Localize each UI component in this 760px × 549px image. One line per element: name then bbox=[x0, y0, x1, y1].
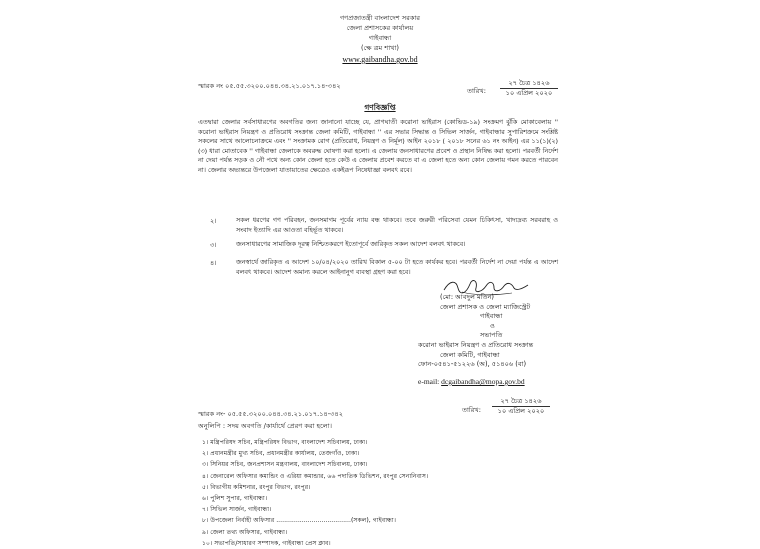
item-4-number: ৪। bbox=[210, 259, 217, 267]
signatory-name: (মো: আবদুল মতিন) bbox=[440, 293, 494, 301]
notice-title: গণবিজ্ঞপ্তি bbox=[364, 103, 396, 112]
committee-name: করোনা ভাইরাস নিয়ন্ত্রণ ও প্রতিরোধ সংক্রান্ত bbox=[418, 341, 534, 349]
distribution-item: ১। মন্ত্রিপরিষদ সচিব, মন্ত্রিপরিষদ বিভাগ, বাংলাদেশ সচিবালয়, ঢাকা। bbox=[202, 439, 368, 446]
memo-date bbox=[498, 79, 560, 98]
item-2-text: সকল ধরণের গণ পরিবহন, জনসমাগম পূর্বের ন্যায় বন্ধ থাকবে। তবে জরুরী পরিসেবা যেমন চিকিৎসা, খাদ্যদ্রব্য সরবরাহ ও সংবাদ ইত্যাদি এর আওতা বহির্ভূত থাকবে। bbox=[236, 216, 558, 234]
conjunction-and: ও bbox=[490, 321, 495, 330]
memo2-date-label: তারিখ: bbox=[462, 406, 481, 414]
date-divider bbox=[500, 88, 558, 89]
memo2-date-bangla: ২৭ চৈত্র ১৪২৬ bbox=[500, 397, 542, 405]
memo-date-label: তারিখ: bbox=[467, 87, 486, 95]
header-website-link[interactable]: www.gaibandha.gov.bd bbox=[342, 55, 418, 64]
distribution-item: ১০। সভাপতি/সাধারণ সম্পাদক, গাইবান্ধা প্রেস ক্লাব। bbox=[202, 539, 331, 547]
signatory-role: সভাপতি bbox=[480, 331, 503, 340]
signatory-place: গাইবান্ধা bbox=[480, 312, 503, 321]
header-office: জেলা প্রশাসকের কার্যালয় bbox=[346, 24, 414, 32]
item-4-text: জনস্বার্থে জারিকৃত এ আদেশ ১০/০৪/২০২০ তারিখ বিকাল ৫-০০ টা হতে কার্যকর হবে। পরবর্তী নির্দেশ না দেয়া পর্যন্ত এ আদেশ বলবৎ থাকবে। আদেশ অমান্য করলে আইনানুগ ব্যবস্থা গ্রহণ করা হবে। bbox=[236, 258, 558, 276]
distribution-item: ৭। সিভিল সার্জন, গাইবান্ধা। bbox=[202, 506, 272, 514]
memo-date-english: ১০ এপ্রিল ২০২০ bbox=[505, 89, 553, 97]
distribution-item: ৫। বিভাগীয় কমিশনার, রংপুর বিভাগ, রংপুর। bbox=[202, 483, 311, 491]
memo-date-bangla: ২৭ চৈত্র ১৪২৬ bbox=[508, 79, 550, 87]
distribution-item: ২। প্রধানমন্ত্রীর মুখ্য সচিব, প্রধানমন্ত্রীর কার্যালয়, তেজগাঁও, ঢাকা। bbox=[202, 450, 360, 458]
signature-block bbox=[440, 293, 590, 341]
distribution-item: ৪। জেনারেল অফিসার কমান্ডিং ও এরিয়া কমান্ডার, ৬৬ পদাতিক ডিভিশন, রংপুর সেনানিবাস। bbox=[202, 472, 429, 480]
office-phone: ফোন-০৫৪১-৫১২২৬ (অ), ৫১৪০৬ (বা) bbox=[418, 360, 527, 369]
item-2-number: ২। bbox=[210, 217, 217, 225]
item-3-number: ৩। bbox=[210, 241, 217, 249]
header-section: (ক্ষে ত্রম শাখা) bbox=[361, 44, 399, 52]
item-3-text: জনসাধারণের সামাজিক দূরত্ব নিশ্চিতকরণে ইতোপূর্বে জারিকৃত সকল আদেশ বলবৎ থাকবে। bbox=[236, 240, 466, 248]
memo2-reference: স্মারক নং- ০৫.৫৫.৩২০০.০৪৪.৩৪.২১.০১৭.১৪-৩৪২ bbox=[198, 410, 344, 418]
email-label: e-mail: bbox=[418, 377, 440, 386]
memo2-date bbox=[490, 397, 552, 416]
email-line bbox=[418, 377, 525, 386]
distribution-item: ৮। উপজেলা নির্বাহী অফিসার ......................................(সকল), গাইবান্ধা। bbox=[202, 517, 396, 525]
distribution-list bbox=[202, 437, 562, 549]
committee-block bbox=[418, 341, 598, 370]
intro-paragraph: এতদ্বারা জেলার সর্বসাধারণের অবগতির জন্য জানানো যাচ্ছে যে, প্রাণঘাতী করোনা ভাইরাস (কোভিড-১৯) সংক্রমণ ঝুঁকি মোকাবেলায় '' করোনা ভাইরাস নিয়ন্ত্রণ ও প্রতিরোধ সংক্রান্ত জেলা কমিটি, গাইবান্ধা '' এর সভার সিদ্ধান্ত ও সিভিল সার্জন, গাইবান্ধার সুপারিশক্রমে সংশ্লিষ্ট সকলের সাথে আলোচনাক্রমে এবং '' সংক্রামক রোগ (প্রতিরোধ, নিয়ন্ত্রণ ও নির্মূল) আইন ২০১৮ ( ২০১৮ সনের ৬১ নং আইন) এর ১১(১)(২)(৩) ধারা মোতাবেক '' গাইবান্ধা জেলাকে অবরুদ্ধ ঘোষণা করা হলো। এ জেলায় জনসাধারণের প্রবেশ ও প্রস্থান নিষিদ্ধ করা হলো। পরবর্তী নির্দেশ না দেয়া পর্যন্ত সড়ক ও নৌ পথে অন্য কোন জেলা হতে কেউ এ জেলায় প্রবেশ করতে বা এ জেলা হতে অন্য কোন জেলায় গমন করতে পারবেন না। জেলার অভ্যন্তরে উপজেলা যাতায়াতের ক্ষেত্রেও একইরূপ নিষেধাজ্ঞা বলবৎ রবে। bbox=[198, 118, 558, 174]
copy-line: অনুলিপি : সদয় অবগতি /কার্যার্থে প্রেরণ করা হলো। bbox=[198, 422, 332, 430]
distribution-item: ৯। জেলা তথ্য অফিসার, গাইবান্ধা। bbox=[202, 528, 288, 536]
distribution-item: ৬। পুলিশ সুপার, গাইবান্ধা। bbox=[202, 495, 268, 503]
header-govt: গণপ্রজাতন্ত্রী বাংলাদেশ সরকার bbox=[339, 14, 421, 22]
memo2-date-english: ১০ এপ্রিল ২০২০ bbox=[497, 407, 545, 415]
distribution-item: ৩। সিনিয়র সচিব, জনপ্রশাসন মন্ত্রণালয়, বাংলাদেশ সচিবালয়, ঢাকা। bbox=[202, 461, 368, 469]
memo-reference: স্মারক নং ০৫.৫৫.৩২০০.০৪৪.৩৪.২১.০১৭.১৪-৩৪২ bbox=[198, 82, 341, 90]
date2-divider bbox=[492, 406, 550, 407]
email-link[interactable]: dcgaibandha@mopa.gov.bd bbox=[441, 377, 525, 386]
committee-place: জেলা কমিটি, গাইবান্ধা bbox=[440, 350, 500, 359]
signatory-designation: জেলা প্রশাসক ও জেলা ম্যাজিস্ট্রেট bbox=[440, 302, 531, 311]
header-district: গাইবান্ধা bbox=[368, 34, 392, 42]
